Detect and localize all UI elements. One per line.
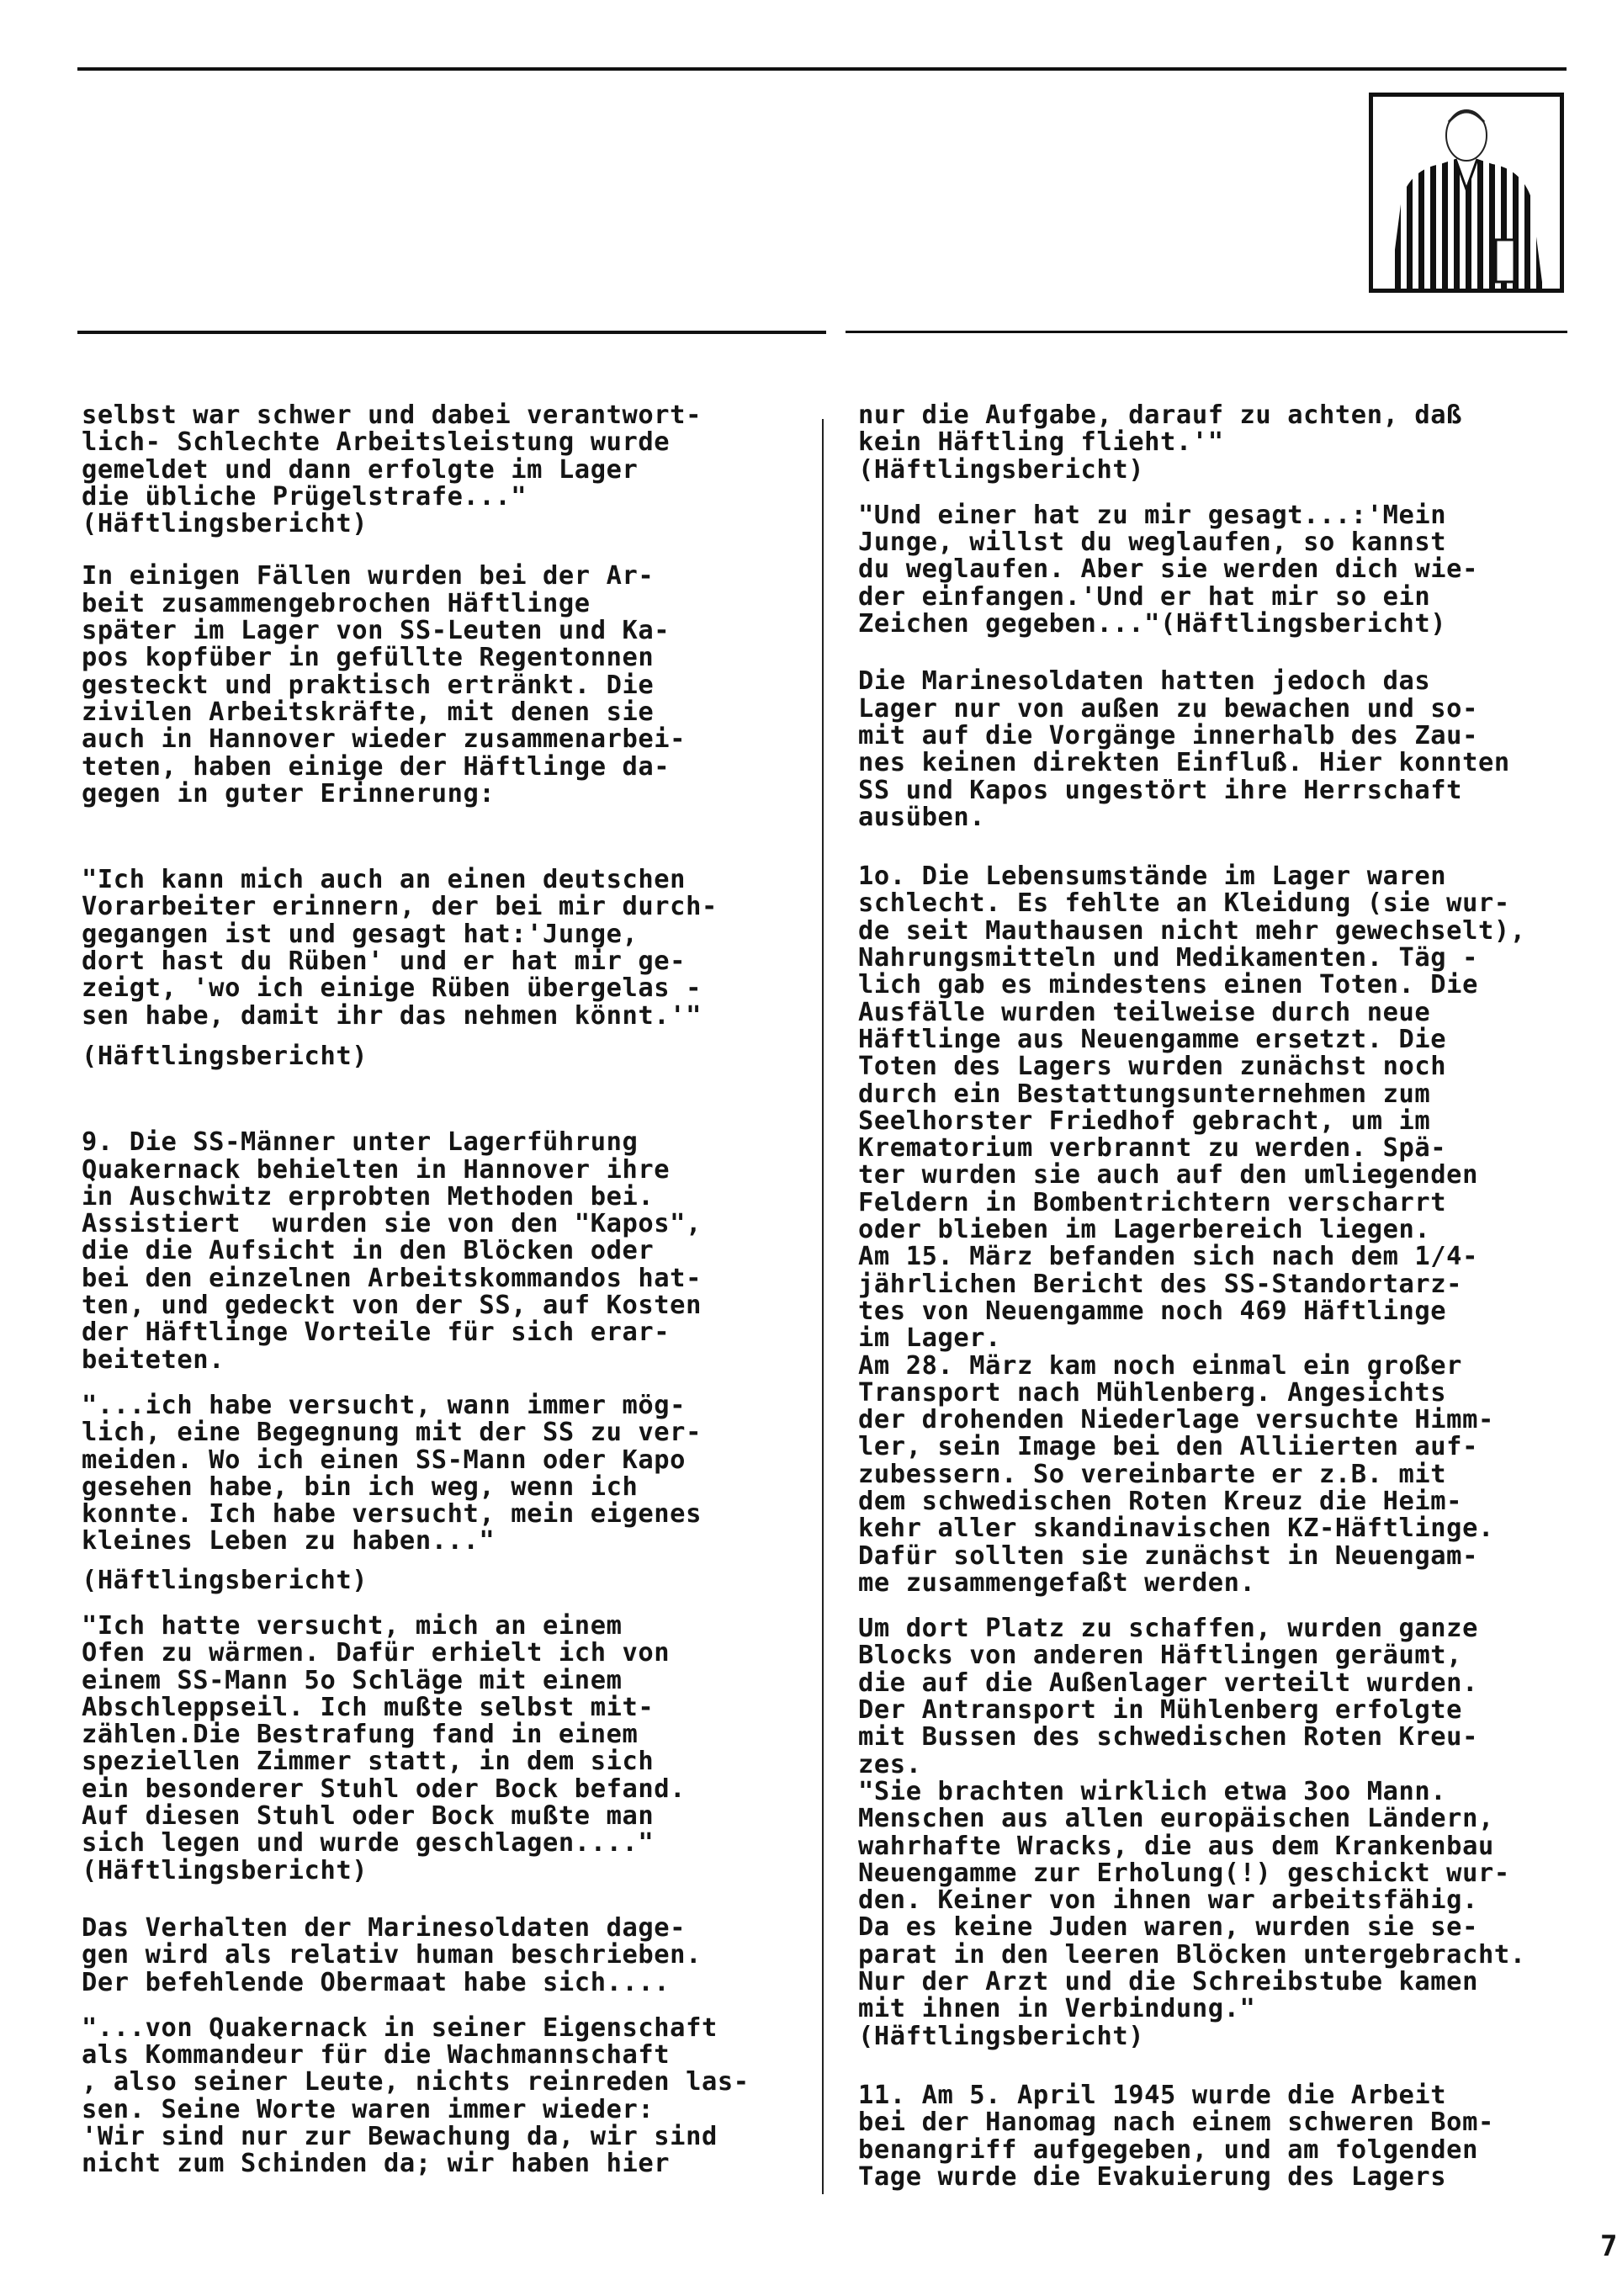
paragraph: Das Verhalten der Marinesoldaten dage- gen wird als relativ human beschrieben. Der befehlende Obermaat habe sich.... <box>82 1912 702 1997</box>
paragraph: nur die Aufgabe, darauf zu achten, daß kein Häftling flieht.'" (Häftlingsbericht) <box>858 400 1463 485</box>
section-11-paragraph: 11. Am 5. April 1945 wurde die Arbeit bei der Hanomag nach einem schweren Bom- benangriff aufgegeben, und am folgenden Tage wurde die Evakuierung des Lagers <box>858 2080 1494 2192</box>
paragraph: selbst war schwer und dabei verantwort- lich- Schlechte Arbeitsleistung wurde gemeldet und dann erfolgte im Lager die übliche Prügelstrafe..." (Häftlingsbericht) <box>82 400 702 539</box>
paragraph: In einigen Fällen wurden bei der Ar- beit zusammengebrochen Häftlinge später im Lager von SS-Leuten und Ka- pos kopfüber in gefüllte Regentonnen gesteckt und praktisch ertränkt. Die zivilen Arbeitskräfte, mit denen sie auch in Hannover wieder zusammenarbei- teten, haben einige der Häftlinge da- gegen in guter Erinnerung: <box>82 561 687 809</box>
striped-uniform-figure-icon <box>1373 97 1560 289</box>
section-9-paragraph: 9. Die SS-Männer unter Lagerführung Quakernack behielten in Hannover ihre in Auschwitz erprobten Methoden bei. Assistiert wurden sie von den "Kapos", die die Aufsicht in den Blöcken oder bei den einzelnen Arbeitskommandos hat- ten, und gedeckt von der SS, auf Kosten der Häftlinge Vorteile für sich erar- beiteten. <box>82 1127 702 1375</box>
column-divider <box>822 419 824 2194</box>
source-attribution: (Häftlingsbericht) <box>82 1565 368 1595</box>
quote-paragraph: "...ich habe versucht, wann immer mög- lich, eine Begegnung mit der SS zu ver- meiden. Wo ich einen SS-Mann oder Kapo gesehen habe, bin ich weg, wenn ich konnte. Ich habe versucht, mein eigenes kleines Leben zu haben..." <box>82 1390 702 1556</box>
quote-paragraph: "Und einer hat zu mir gesagt...:'Mein Junge, willst du weglaufen, so kannst du weglaufen. Aber sie werden dich wie- der einfangen.'Und er hat mir so ein Zeichen gegeben..."(Häftlingsbericht) <box>858 500 1478 639</box>
prisoner-photo <box>1369 93 1564 293</box>
quote-paragraph: "Ich hatte versucht, mich an einem Ofen zu wärmen. Dafür erhielt ich von einem SS-Mann 5o Schläge mit einem Abschleppseil. Ich mußte selbst mit- zählen.Die Bestrafung fand in einem speziellen Zimmer statt, in dem sich ein besonderer Stuhl oder Bock befand. Auf diesen Stuhl oder Bock mußte man sich legen und wurde geschlagen...." (Häftlingsbericht) <box>82 1610 687 1885</box>
quote-paragraph: "Ich kann mich auch an einen deutschen Vorarbeiter erinnern, der bei mir durch- gegangen ist und gesagt hat:'Junge, dort hast du Rüben' und er hat mir ge- zeigt, 'wo ich einige Rüben übergelas - sen habe, damit ihr das nehmen könnt.'" <box>82 865 718 1031</box>
top-rule <box>77 67 1567 71</box>
section-rule-left <box>77 331 826 334</box>
section-10-paragraph: 1o. Die Lebensumstände im Lager waren schlecht. Es fehlte an Kleidung (sie wur- de seit Mauthausen nicht mehr gewechselt), Nahrungsmitteln und Medikamenten. Täg - lich gab es mindestens einen Toten. Die Ausfälle wurden teilweise durch neue Häftlinge aus Neuengamme ersetzt. Die Toten des Lagers wurden zunächst noch durch ein Bestattungsunternehmen zum Seelhorster Friedhof gebracht, um im Krematorium verbrannt zu werden. Spä- ter wurden sie auch auf den umliegenden Feldern in Bombentrichtern verscharrt oder blieben im Lagerbereich liegen. Am 15. März befanden sich nach dem 1/4- jährlichen Bericht des SS-Standortarz- tes von Neuengamme noch 469 Häftlinge im Lager. Am 28. März kam noch einmal ein großer Transport nach Mühlenberg. Angesichts der drohenden Niederlage versuchte Himm- ler, sein Image bei den Alliierten auf- zubessern. So vereinbarte er z.B. mit dem schwedischen Roten Kreuz die Heim- kehr aller skandinavischen KZ-Häftlinge. Dafür sollten sie zunächst in Neuengam- me zusammengefaßt werden. <box>858 862 1526 1598</box>
section-rule-right <box>846 331 1567 333</box>
right-column <box>858 402 1598 2191</box>
paragraph: Um dort Platz zu schaffen, wurden ganze Blocks von anderen Häftlingen geräumt, die auf die Außenlager verteilt wurden. Der Antransport in Mühlenberg erfolgte mit Bussen des schwedischen Roten Kreu- zes. "Sie brachten wirklich etwa 3oo Mann. Menschen aus allen europäischen Ländern, wahrhafte Wracks, die aus dem Krankenbau Neuengamme zur Erholung(!) geschickt wur- den. Keiner von ihnen war arbeitsfähig. Da es keine Juden waren, wurden sie se- parat in den leeren Blöcken untergebracht. Nur der Arzt und die Schreibstube kamen mit ihnen in Verbindung." (Häftlingsbericht) <box>858 1614 1526 2051</box>
source-attribution: (Häftlingsbericht) <box>82 1041 368 1071</box>
paragraph: Die Marinesoldaten hatten jedoch das Lager nur von außen zu bewachen und so- mit auf die Vorgänge innerhalb des Zau- nes keinen direkten Einfluß. Hier konnten SS und Kapos ungestört ihre Herrschaft ausüben. <box>858 666 1510 832</box>
left-column <box>82 402 805 2178</box>
page-number: 7 <box>1600 2230 1617 2263</box>
quote-paragraph: "...von Quakernack in seiner Eigenschaft als Kommandeur für die Wachmannschaft , also seiner Leute, nichts reinreden las- sen. Seine Worte waren immer wieder: 'Wir sind nur zur Bewachung da, wir sind nicht zum Schinden da; wir haben hier <box>82 2012 750 2179</box>
